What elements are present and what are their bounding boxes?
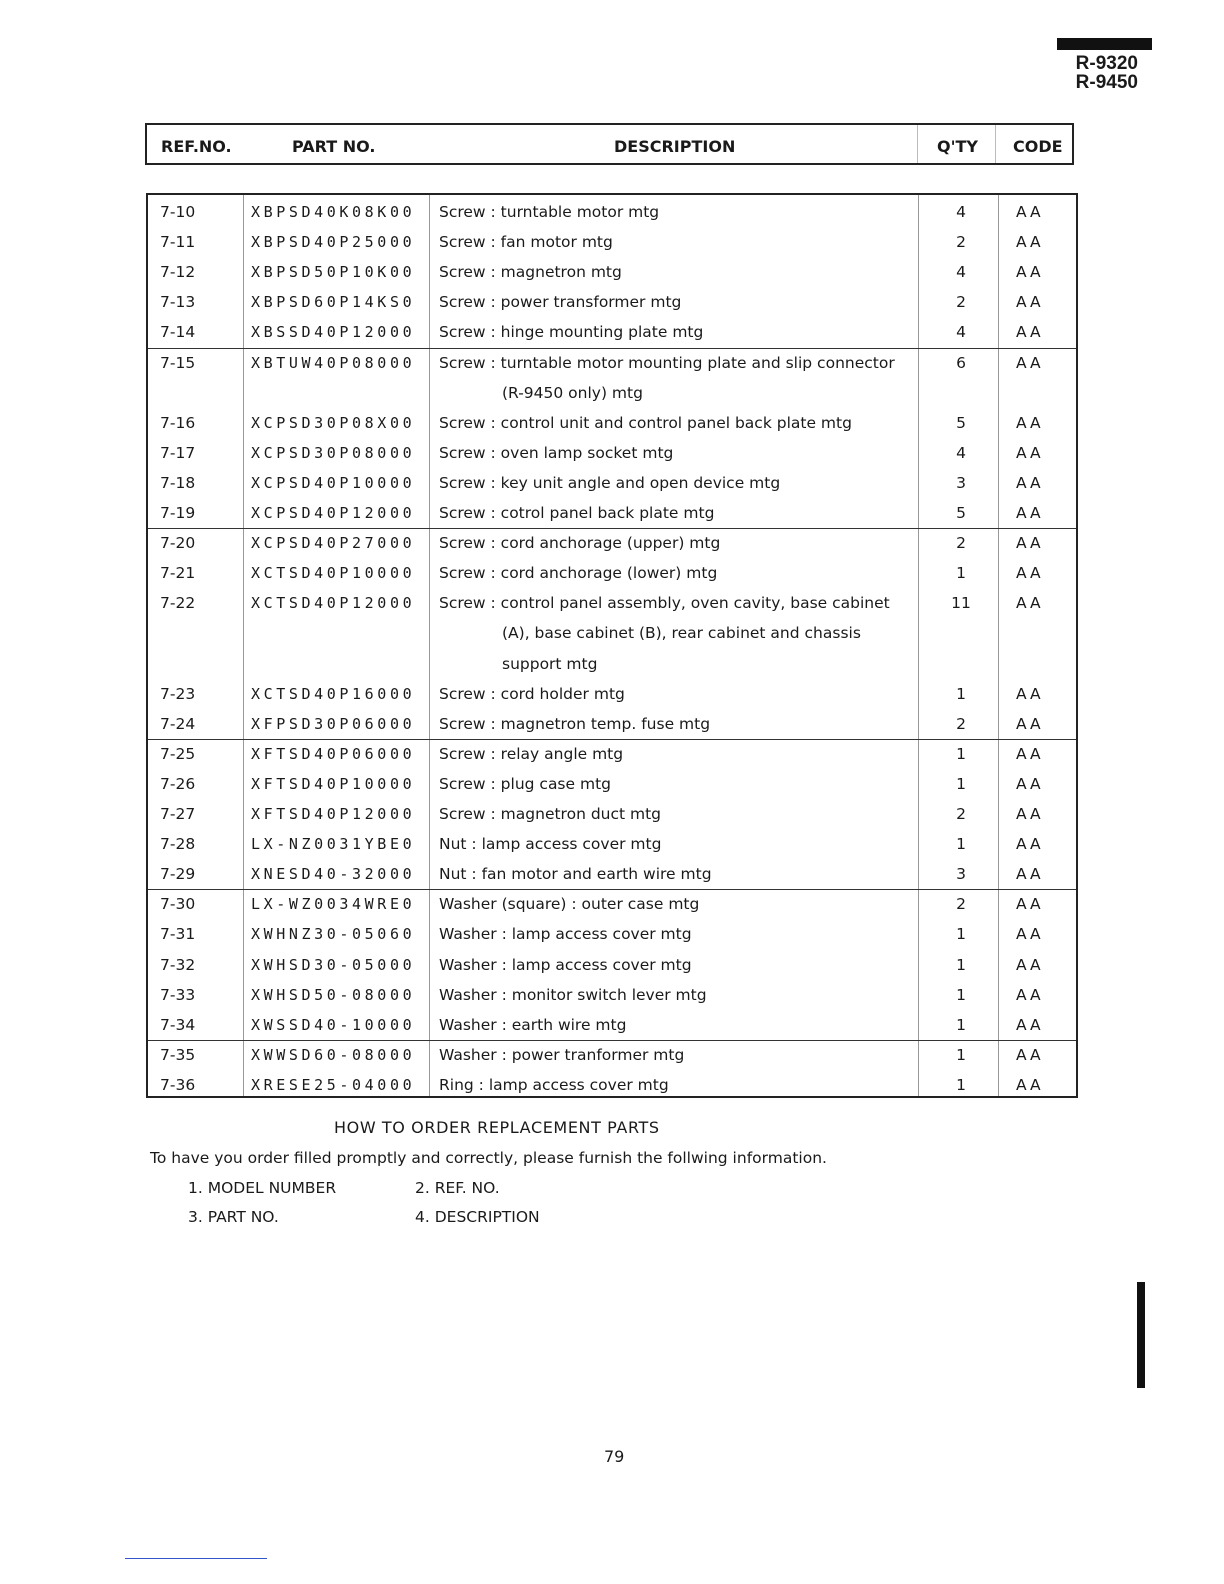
ref-cell: 7-26 [160, 774, 196, 793]
table-row [148, 228, 1076, 258]
description-cell: Screw : cotrol panel back plate mtg [439, 504, 715, 522]
code-cell: AA [1016, 1045, 1044, 1064]
description-cell: Screw : control unit and control panel back plate mtg [439, 413, 852, 432]
code-cell: AA [1016, 263, 1044, 282]
ref-cell: 7-30 [160, 895, 196, 914]
table-row [148, 589, 1076, 619]
code-cell: AA [1016, 744, 1044, 763]
code-cell: AA [1016, 835, 1044, 854]
code-cell: AA [1016, 774, 1044, 793]
code-cell: AA [1016, 684, 1044, 703]
description-cell: Washer : lamp access cover mtg [439, 925, 692, 944]
description-cell: Screw : oven lamp socket mtg [439, 443, 674, 462]
code-cell: AA [1016, 895, 1044, 914]
description-cell: Screw : relay angle mtg [439, 744, 624, 763]
header-ref: REF.NO. [161, 137, 232, 156]
table-row [148, 680, 1076, 710]
ref-cell: 7-27 [160, 805, 196, 823]
table-row [148, 349, 1076, 379]
table-row [148, 318, 1076, 348]
qty-cell: 1 [956, 1015, 966, 1034]
qty-cell: 1 [956, 835, 966, 854]
ref-cell: 7-36 [160, 1075, 196, 1094]
qty-cell: 1 [956, 774, 966, 793]
qty-cell: 2 [956, 714, 966, 733]
header-desc: DESCRIPTION [614, 137, 736, 156]
code-cell: AA [1016, 534, 1044, 553]
table-row [148, 439, 1076, 469]
table-row [148, 288, 1076, 318]
part-no-cell: LX-WZ0034WRE0 [251, 895, 416, 914]
table-row [148, 198, 1076, 228]
description-cell: Washer : monitor switch lever mtg [439, 985, 707, 1004]
qty-cell: 2 [956, 895, 966, 914]
qty-cell: 4 [956, 203, 966, 221]
table-row [148, 1071, 1076, 1101]
ref-cell: 7-14 [160, 323, 196, 342]
ref-cell: 7-12 [160, 263, 196, 282]
qty-cell: 1 [956, 985, 966, 1004]
howto-item: 1. MODEL NUMBER [188, 1179, 337, 1197]
code-cell: AA [1016, 353, 1044, 372]
description-cell: Screw : magnetron temp. fuse mtg [439, 714, 711, 733]
ref-cell: 7-10 [160, 203, 196, 221]
qty-cell: 3 [956, 473, 966, 492]
description-cell: Screw : cord anchorage (upper) mtg [439, 534, 721, 553]
table-row [148, 920, 1076, 950]
code-cell: AA [1016, 504, 1044, 522]
code-cell: AA [1016, 594, 1044, 613]
part-no-cell: XWSSD40-10000 [251, 1015, 416, 1034]
description-cell: Screw : turntable motor mtg [439, 203, 660, 221]
ref-cell: 7-15 [160, 353, 196, 372]
ref-cell: 7-34 [160, 1015, 196, 1034]
ref-cell: 7-18 [160, 473, 196, 492]
part-no-cell: LX-NZ0031YBE0 [251, 835, 416, 854]
part-no-cell: XWHNZ30-05060 [251, 925, 416, 944]
description-cell: Screw : plug case mtg [439, 774, 611, 793]
description-cell: Screw : fan motor mtg [439, 233, 613, 252]
description-continuation: (R-9450 only) mtg [502, 383, 643, 402]
howto-text: To have you order filled promptly and correctly, please furnish the follwing information. [150, 1149, 827, 1167]
qty-cell: 1 [956, 564, 966, 583]
qty-cell: 5 [956, 413, 966, 432]
ref-cell: 7-24 [160, 714, 196, 733]
table-row [148, 1011, 1076, 1041]
table-row [148, 1041, 1076, 1071]
margin-bar-mark [1137, 1282, 1145, 1388]
ref-cell: 7-35 [160, 1045, 196, 1064]
table-row [148, 770, 1076, 800]
ref-cell: 7-21 [160, 564, 196, 583]
qty-cell: 1 [956, 744, 966, 763]
header-qty: Q'TY [937, 137, 978, 156]
header-code: CODE [1013, 137, 1063, 156]
table-row [148, 710, 1076, 740]
part-no-cell: XBSSD40P12000 [251, 323, 416, 342]
page-number: 79 [604, 1447, 625, 1466]
table-row [148, 800, 1076, 830]
code-cell: AA [1016, 203, 1044, 221]
ref-cell: 7-23 [160, 684, 196, 703]
qty-cell: 5 [956, 504, 966, 522]
model-numbers [1076, 54, 1138, 92]
qty-cell: 1 [956, 1045, 966, 1064]
qty-cell: 1 [956, 1075, 966, 1094]
code-cell: AA [1016, 323, 1044, 342]
ref-cell: 7-22 [160, 594, 196, 613]
code-cell: AA [1016, 955, 1044, 974]
part-no-cell: XBPSD50P10K00 [251, 263, 416, 282]
ref-cell: 7-19 [160, 504, 196, 522]
qty-cell: 4 [956, 323, 966, 342]
part-no-cell: XFPSD30P06000 [251, 714, 416, 733]
code-cell: AA [1016, 443, 1044, 462]
code-cell: AA [1016, 413, 1044, 432]
part-no-cell: XCPSD40P10000 [251, 473, 416, 492]
ref-cell: 7-13 [160, 293, 196, 312]
ref-cell: 7-28 [160, 835, 196, 854]
part-no-cell: XCPSD30P08X00 [251, 413, 416, 432]
ref-cell: 7-16 [160, 413, 196, 432]
description-continuation: (A), base cabinet (B), rear cabinet and chassis [502, 624, 861, 643]
part-no-cell: XCTSD40P16000 [251, 684, 416, 703]
qty-cell: 2 [956, 805, 966, 823]
model-number: R-9450 [1075, 72, 1138, 93]
ref-cell: 7-31 [160, 925, 196, 944]
ref-cell: 7-25 [160, 744, 196, 763]
description-cell: Washer : earth wire mtg [439, 1015, 627, 1034]
code-cell: AA [1016, 473, 1044, 492]
description-cell: Ring : lamp access cover mtg [439, 1075, 669, 1094]
description-cell: Screw : key unit angle and open device mtg [439, 473, 781, 492]
part-no-cell: XCTSD40P10000 [251, 564, 416, 583]
code-cell: AA [1016, 1015, 1044, 1034]
code-cell: AA [1016, 714, 1044, 733]
description-cell: Washer : power tranformer mtg [439, 1045, 685, 1064]
code-cell: AA [1016, 564, 1044, 583]
code-cell: AA [1016, 925, 1044, 944]
part-no-cell: XBPSD60P14KS0 [251, 293, 416, 312]
qty-cell: 2 [956, 534, 966, 553]
part-no-cell: XFTSD40P10000 [251, 774, 416, 793]
description-cell: Screw : magnetron duct mtg [439, 805, 662, 823]
qty-cell: 1 [956, 684, 966, 703]
ref-cell: 7-29 [160, 865, 196, 884]
code-cell: AA [1016, 805, 1044, 823]
description-cell: Washer : lamp access cover mtg [439, 955, 692, 974]
howto-title: HOW TO ORDER REPLACEMENT PARTS [334, 1118, 660, 1137]
part-no-cell: XCTSD40P12000 [251, 594, 416, 613]
table-row [148, 409, 1076, 439]
howto-item: 3. PART NO. [188, 1208, 279, 1226]
part-no-cell: XCPSD40P12000 [251, 504, 416, 522]
ref-cell: 7-20 [160, 534, 196, 553]
footer-rule [125, 1558, 267, 1559]
part-no-cell: XCPSD40P27000 [251, 534, 416, 553]
part-no-cell: XWWSD60-08000 [251, 1045, 416, 1064]
table-row [148, 258, 1076, 288]
qty-cell: 11 [951, 594, 971, 613]
table-row [148, 499, 1076, 529]
table-row [148, 529, 1076, 559]
qty-cell: 4 [956, 263, 966, 282]
part-no-cell: XBPSD40K08K00 [251, 203, 416, 221]
howto-item: 2. REF. NO. [415, 1179, 500, 1197]
part-no-cell: XFTSD40P06000 [251, 744, 416, 763]
model-number: R-9320 [1075, 53, 1138, 74]
table-row [148, 830, 1076, 860]
description-cell: Screw : control panel assembly, oven cavity, base cabinet [439, 594, 890, 613]
description-cell: Nut : lamp access cover mtg [439, 835, 662, 854]
part-no-cell: XWHSD50-08000 [251, 985, 416, 1004]
code-cell: AA [1016, 985, 1044, 1004]
table-row [148, 740, 1076, 770]
code-cell: AA [1016, 293, 1044, 312]
qty-cell: 3 [956, 865, 966, 884]
table-row [148, 890, 1076, 920]
ref-cell: 7-17 [160, 443, 196, 462]
header-part: PART NO. [292, 137, 376, 156]
ref-cell: 7-33 [160, 985, 196, 1004]
description-cell: Washer (square) : outer case mtg [439, 895, 700, 914]
part-no-cell: XFTSD40P12000 [251, 805, 416, 823]
description-cell: Screw : magnetron mtg [439, 263, 622, 282]
part-no-cell: XBPSD40P25000 [251, 233, 416, 252]
table-header [145, 123, 1074, 165]
part-no-cell: XCPSD30P08000 [251, 443, 416, 462]
header-bar-mark [1057, 38, 1152, 50]
part-no-cell: XWHSD30-05000 [251, 955, 416, 974]
table-row [148, 469, 1076, 499]
description-continuation: support mtg [502, 654, 598, 673]
description-cell: Screw : power transformer mtg [439, 293, 682, 312]
table-row [148, 559, 1076, 589]
code-cell: AA [1016, 865, 1044, 884]
ref-cell: 7-32 [160, 955, 196, 974]
table-row [148, 981, 1076, 1011]
howto-item: 4. DESCRIPTION [415, 1208, 540, 1226]
part-no-cell: XBTUW40P08000 [251, 353, 416, 372]
code-cell: AA [1016, 1075, 1044, 1094]
table-row [148, 951, 1076, 981]
part-no-cell: XRESE25-04000 [251, 1075, 416, 1094]
description-cell: Screw : turntable motor mounting plate and slip connector [439, 353, 895, 372]
description-cell: Screw : cord anchorage (lower) mtg [439, 564, 718, 583]
qty-cell: 4 [956, 443, 966, 462]
description-cell: Nut : fan motor and earth wire mtg [439, 865, 712, 884]
parts-table [146, 193, 1078, 1098]
table-row [148, 860, 1076, 890]
code-cell: AA [1016, 233, 1044, 252]
qty-cell: 1 [956, 925, 966, 944]
qty-cell: 1 [956, 955, 966, 974]
qty-cell: 2 [956, 233, 966, 252]
part-no-cell: XNESD40-32000 [251, 865, 416, 884]
description-cell: Screw : hinge mounting plate mtg [439, 323, 704, 342]
qty-cell: 2 [956, 293, 966, 312]
qty-cell: 6 [956, 353, 966, 372]
description-cell: Screw : cord holder mtg [439, 684, 625, 703]
ref-cell: 7-11 [160, 233, 196, 252]
